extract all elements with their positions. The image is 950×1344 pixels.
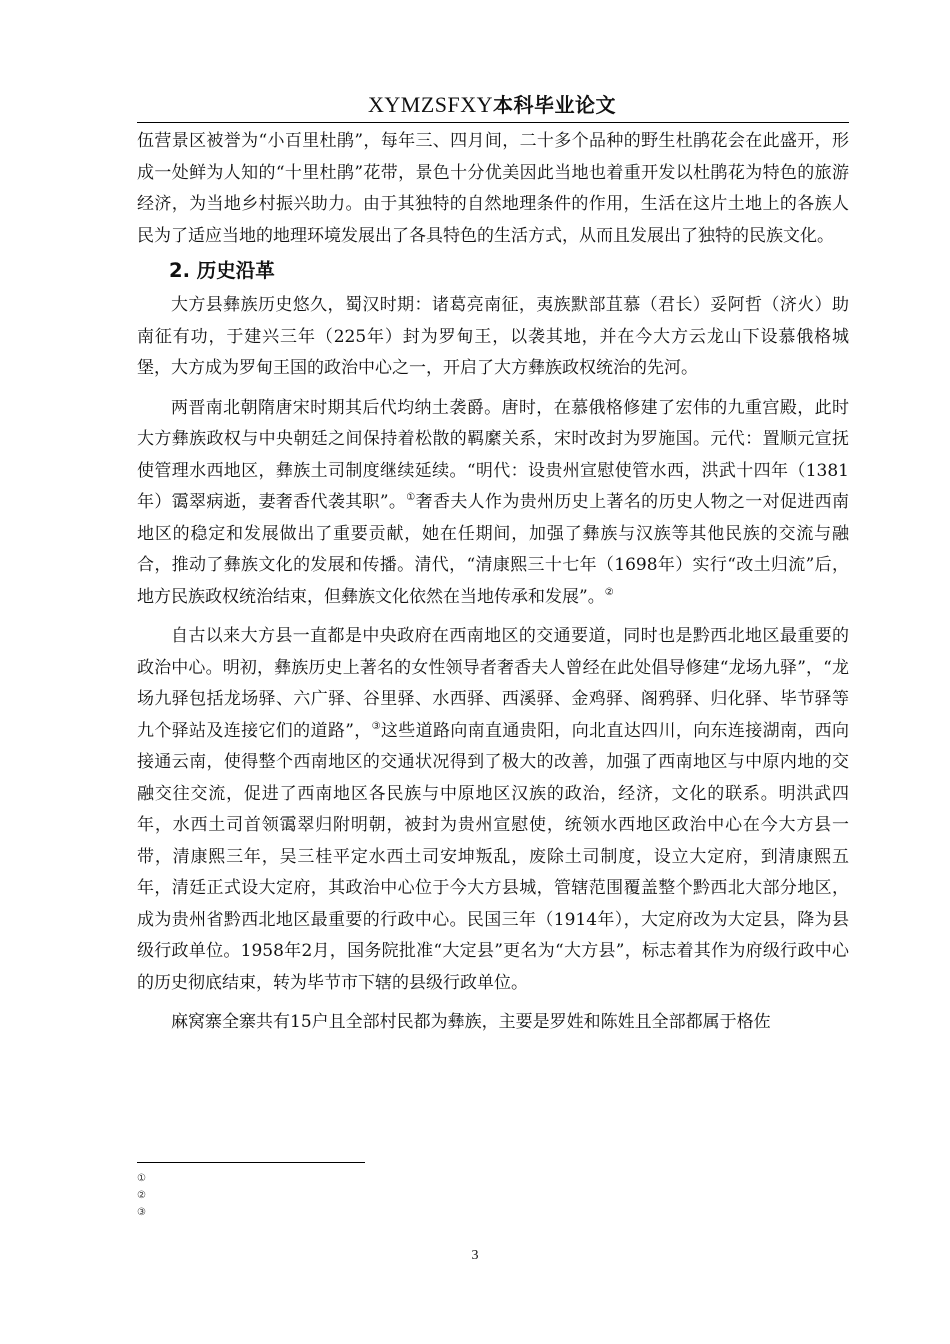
paragraph-continued: 伍营景区被誉为“小百里杜鹃”，每年三、四月间，二十多个品种的野生杜鹃花会在此盛开，形成一处鲜为人知的“十里杜鹃”花带，景色十分优美因此当地也着重开发以杜鹃花为特色的旅游经济，为当地乡村振兴助力。由于其独特的自然地理条件的作用，生活在这片土地上的各族人民为了适应当地的地理环境发展出了各具特色的生活方式，从而且发展出了独特的民族文化。: [137, 131, 849, 246]
paragraph-dynasties-part2: 奢香夫人作为贵州历史上著名的历史人物之一对促进西南地区的稳定和发展做出了重要贡献，她在任期间，加强了彝族与汉族等其他民族的交流与融合，推动了彝族文化的发展和传播。清代，“清康熙三十七年（1698年）实行“改土归流”后，地方民族政权统治结束，但彝族文化依然在当地传承和发展”。: [137, 492, 850, 607]
header-code: XYMZSFXY: [367, 92, 494, 117]
paragraph-dynasties-part1: 两晋南北朝隋唐宋时期其后代均纳土袭爵。唐时，在慕俄格修建了宏伟的九重宫殿，此时大方彝族政权与中央朝廷之间保持着松散的羁縻关系，宋时改封为罗施国。元代：置顺元宣抚使管理水西地区，彝族土司制度继续延续。“明代：设贵州宣慰使管水西，洪武十四年（1381年）霭翠病逝，妻奢香代袭其职”。: [137, 397, 849, 512]
footnote-ref-3[interactable]: ③: [371, 720, 381, 732]
paragraph-transport: [137, 621, 849, 999]
footnotes: [137, 1170, 146, 1221]
page-number: 3: [471, 1248, 479, 1263]
header-title: 本科毕业论文: [493, 93, 617, 117]
footnote-separator: [137, 1162, 365, 1163]
footnote-3: ③: [137, 1207, 146, 1218]
footnote-2: ②: [137, 1190, 146, 1201]
body-text: [137, 126, 849, 1039]
paragraph-transport-part2: 这些道路向南直通贵阳，向北直达四川，向东连接湖南，西向接通云南，使得整个西南地区的交通状况得到了极大的改善，加强了西南地区与中原内地的交融交往交流，促进了西南地区各民族与中原地区汉族的政治，经济，文化的联系。明洪武四年，水西土司首领霭翠归附明朝，被封为贵州宣慰使，统领水西地区政治中心在今大方县一带，清康熙三年，吴三桂平定水西土司安坤叛乱，废除土司制度，设立大定府，到清康熙五年，清廷正式设大定府，其政治中心位于今大方县城，管辖范围覆盖整个黔西北大部分地区，成为贵州省黔西北地区最重要的行政中心。民国三年（1914年），大定府改为大定县，降为县级行政单位。1958年2月，国务院批准“大定县”更名为“大方县”，标志着其作为府级行政中心的历史彻底结束，转为毕节市下辖的县级行政单位。: [137, 720, 850, 993]
header-rule: [137, 122, 849, 123]
paragraph-dynasties: [137, 393, 849, 614]
footnote-ref-2[interactable]: ②: [604, 586, 614, 598]
paragraph-history-intro: 大方县彝族历史悠久，蜀汉时期：诸葛亮南征，夷族默部苴慕（君长）妥阿哲（济火）助南征有功，于建兴三年（225年）封为罗甸王，以袭其地，并在今大方云龙山下设慕俄格城堡，大方成为罗甸王国的政治中心之一，开启了大方彝族政权统治的先河。: [137, 295, 849, 378]
paragraph-transport-part1: 自古以来大方县一直都是中央政府在西南地区的交通要道，同时也是黔西北地区最重要的政治中心。明初，彝族历史上著名的女性领导者奢香夫人曾经在此处倡导修建“龙场九驿”，“龙场九驿包括龙场驿、六广驿、谷里驿、水西驿、西溪驿、金鸡驿、阁鸦驿、归化驿、毕节驿等九个驿站及连接它们的道路”，: [137, 626, 849, 741]
footnote-ref-1[interactable]: ①: [406, 492, 416, 503]
page-header: [137, 88, 847, 123]
section-heading: 2. 历史沿革: [169, 259, 275, 282]
footnote-1: ①: [137, 1173, 146, 1184]
paragraph-village: 麻窝寨全寨共有15户且全部村民都为彝族，主要是罗姓和陈姓且全部都属于格佐: [171, 1012, 771, 1032]
